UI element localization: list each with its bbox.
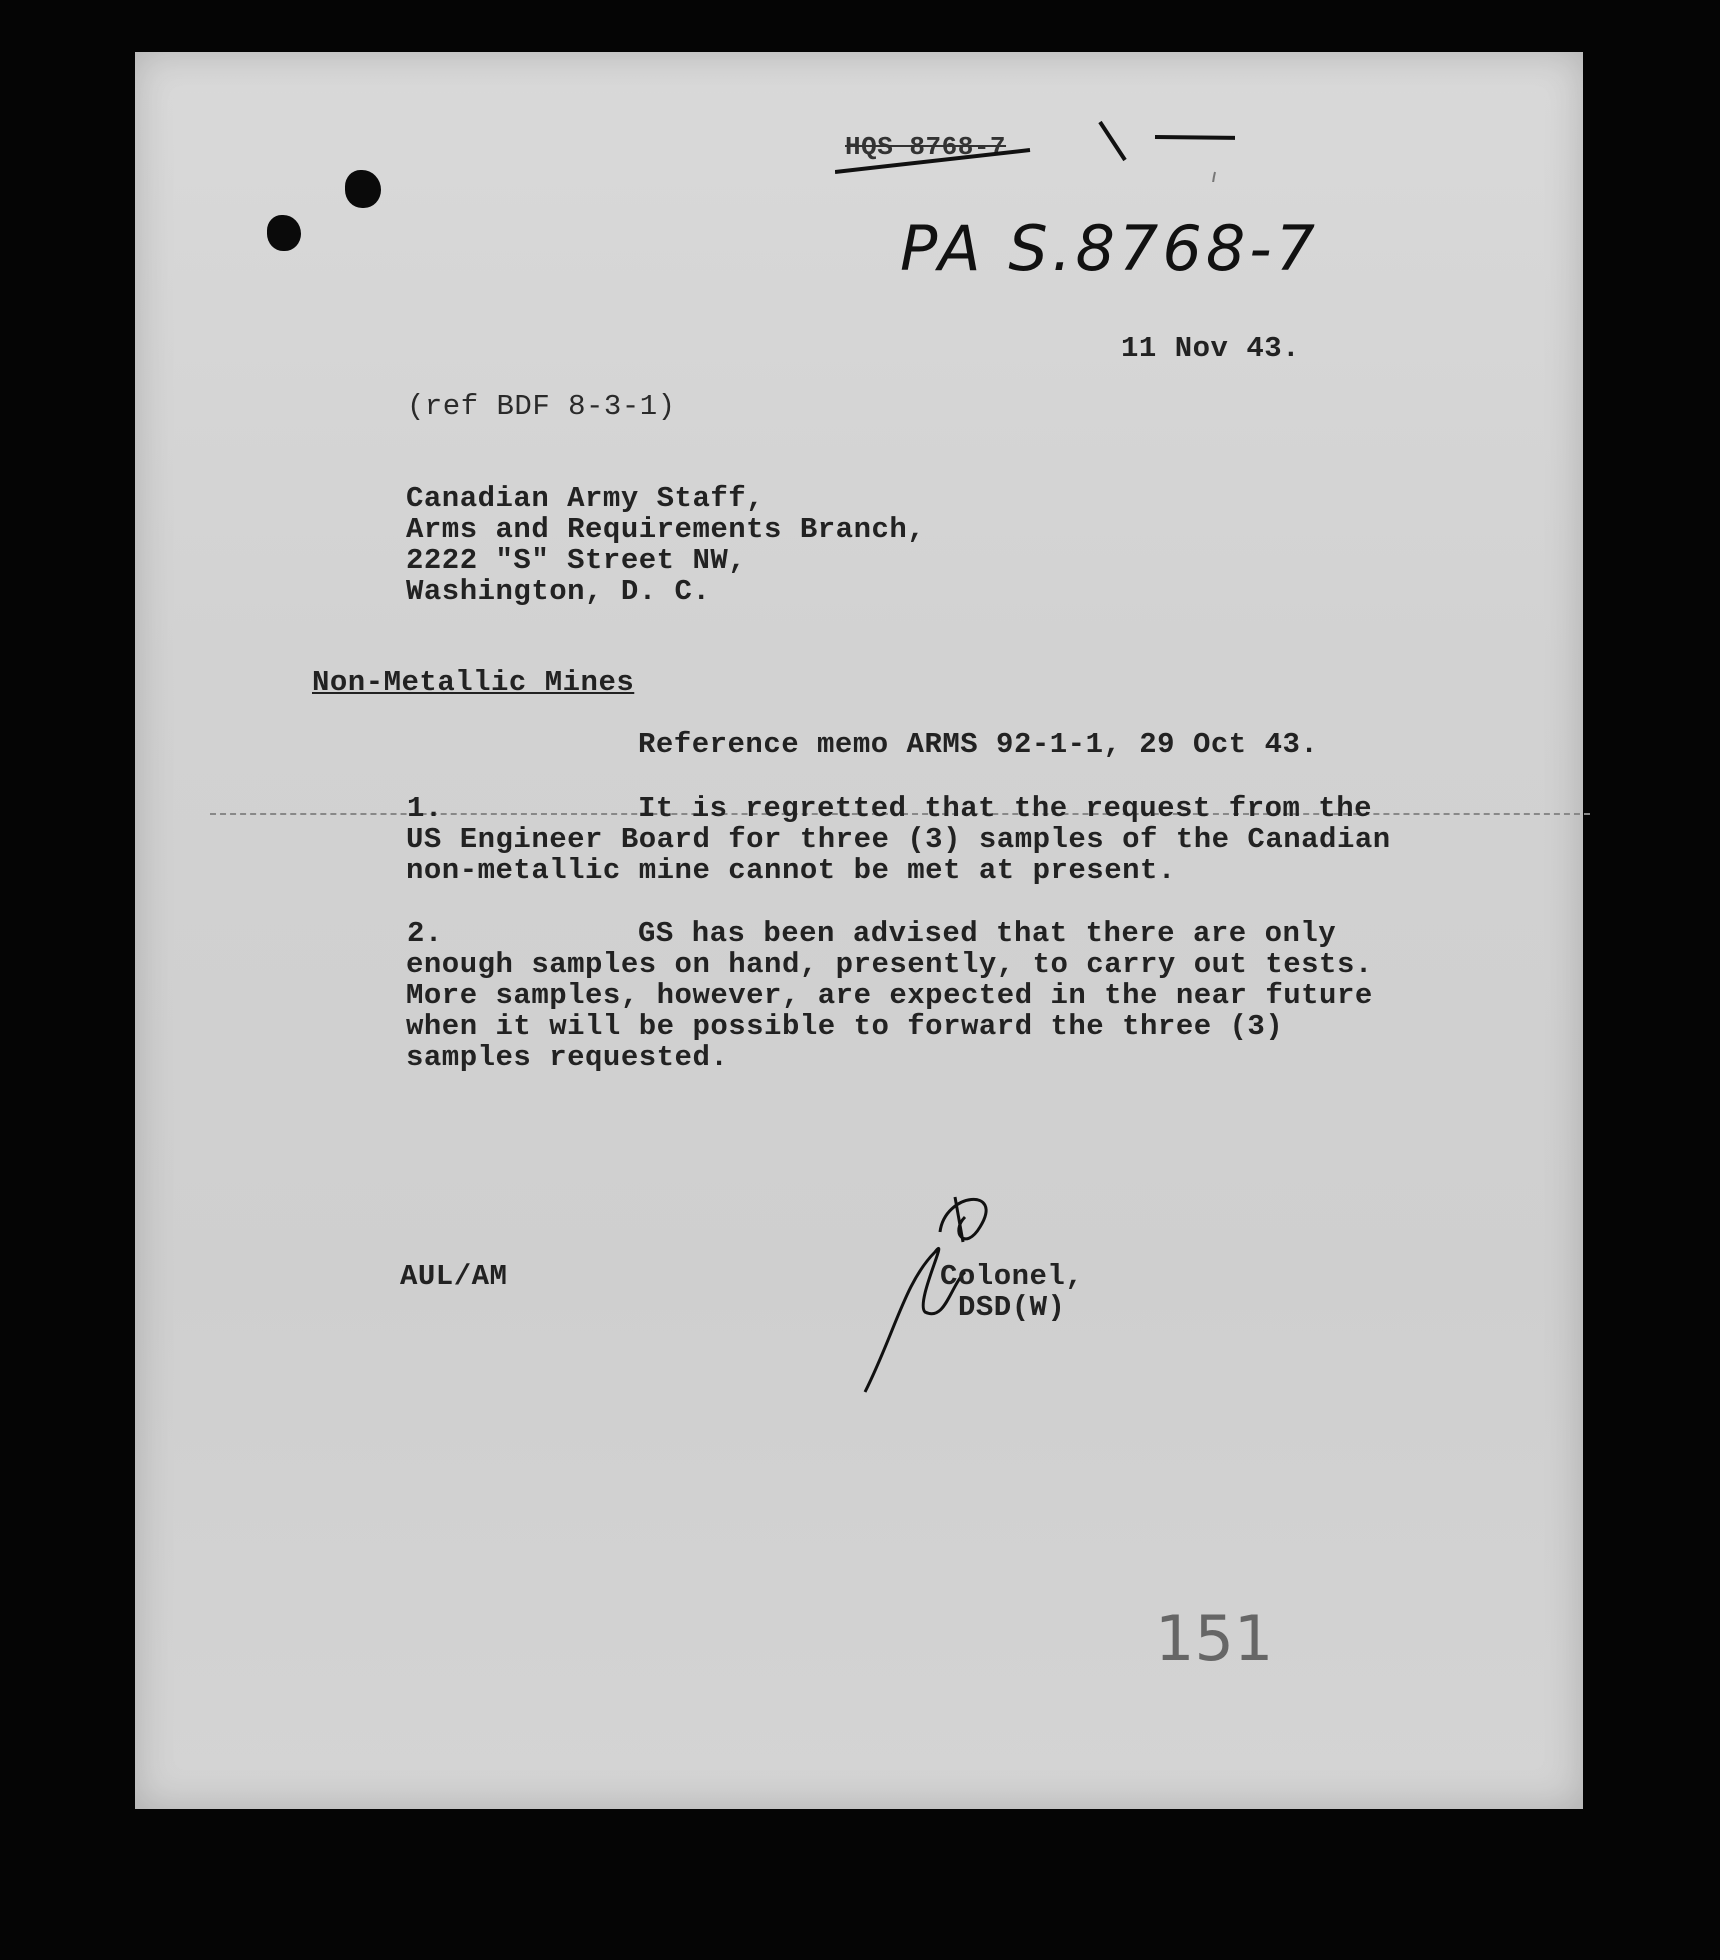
address-line: Arms and Requirements Branch,: [406, 513, 926, 546]
letter-date: 11 Nov 43.: [1121, 332, 1301, 365]
paragraph-line: enough samples on hand, presently, to carry out tests.: [406, 948, 1373, 981]
reference-memo: Reference memo ARMS 92-1-1, 29 Oct 43.: [638, 728, 1319, 761]
document-page: [135, 52, 1583, 1809]
punch-hole-top: [345, 170, 381, 208]
crossed-reference: HQS 8768-7: [845, 132, 1007, 162]
paragraph-line: when it will be possible to forward the three (3): [406, 1010, 1284, 1043]
folio-number: 151: [1155, 1602, 1274, 1675]
reference-line: (ref BDF 8-3-1): [407, 390, 676, 423]
punch-hole-bottom: [267, 215, 301, 251]
file-number: PA S.8768-7: [900, 212, 1320, 285]
paragraph-line: GS has been advised that there are only: [638, 917, 1337, 950]
paragraph-number: 2.: [407, 917, 443, 950]
paragraph-number: 1.: [407, 792, 443, 825]
signature-title: Colonel,: [940, 1260, 1084, 1293]
typist-initials: AUL/AM: [400, 1260, 508, 1293]
paragraph-line: More samples, however, are expected in the near future: [406, 979, 1373, 1012]
address-line: Canadian Army Staff,: [406, 482, 765, 515]
paragraph-line: It is regretted that the request from the: [638, 792, 1373, 825]
signature-office: DSD(W): [958, 1291, 1066, 1324]
address-line: Washington, D. C.: [406, 575, 711, 608]
address-line: 2222 "S" Street NW,: [406, 544, 747, 577]
paragraph-line: US Engineer Board for three (3) samples of the Canadian: [406, 823, 1391, 856]
paragraph-line: samples requested.: [406, 1041, 729, 1074]
strike-mark-icon: [835, 112, 1235, 182]
paragraph-line: non-metallic mine cannot be met at present.: [406, 854, 1176, 887]
subject-heading: Non-Metallic Mines: [312, 666, 635, 699]
